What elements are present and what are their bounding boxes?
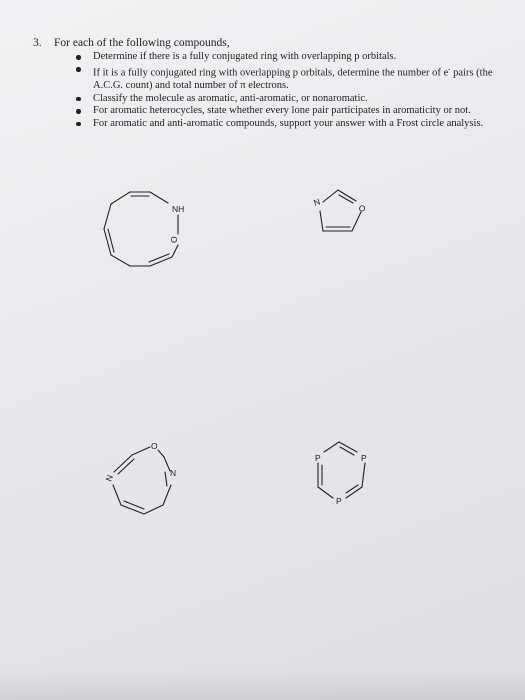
instruction-item-2: If it is a fully conjugated ring with overlapping p orbitals, determine the number of e- pairs (the A.C.G. count) and total number of π electrons. bbox=[76, 63, 506, 92]
molecule-4-atom-p-left: P bbox=[315, 453, 321, 463]
instruction-item-5: For aromatic and anti-aromatic compounds, support your answer with a Frost circle analysis. bbox=[76, 118, 506, 130]
question-intro: For each of the following compounds, bbox=[54, 37, 230, 49]
molecule-4-ring bbox=[318, 442, 365, 498]
question-number: 3. bbox=[33, 37, 42, 49]
molecule-3-atom-n-left: N bbox=[103, 473, 115, 483]
molecule-3-atom-o: O bbox=[151, 441, 158, 451]
molecule-2-ring bbox=[320, 190, 361, 231]
molecule-3-ring bbox=[113, 447, 171, 514]
molecule-1-ring bbox=[104, 192, 178, 266]
molecule-2-atom-n: N bbox=[312, 196, 322, 208]
instruction-item-3: Classify the molecule as aromatic, anti-aromatic, or nonaromatic. bbox=[76, 93, 506, 105]
molecule-1-atom-nh: NH bbox=[172, 204, 185, 214]
molecule-4-atom-p-right: P bbox=[361, 453, 367, 463]
molecule-1-atom-o: O bbox=[169, 236, 179, 243]
instruction-item-4: For aromatic heterocycles, state whether every lone pair participates in aromaticity or not. bbox=[76, 105, 506, 117]
instruction-item-1: Determine if there is a fully conjugated ring with overlapping p orbitals. bbox=[76, 51, 506, 63]
molecule-4-atom-p-bottom: P bbox=[336, 496, 342, 506]
molecule-3-atom-n-right: N bbox=[170, 468, 177, 478]
molecule-2-atom-o: O bbox=[357, 202, 367, 215]
